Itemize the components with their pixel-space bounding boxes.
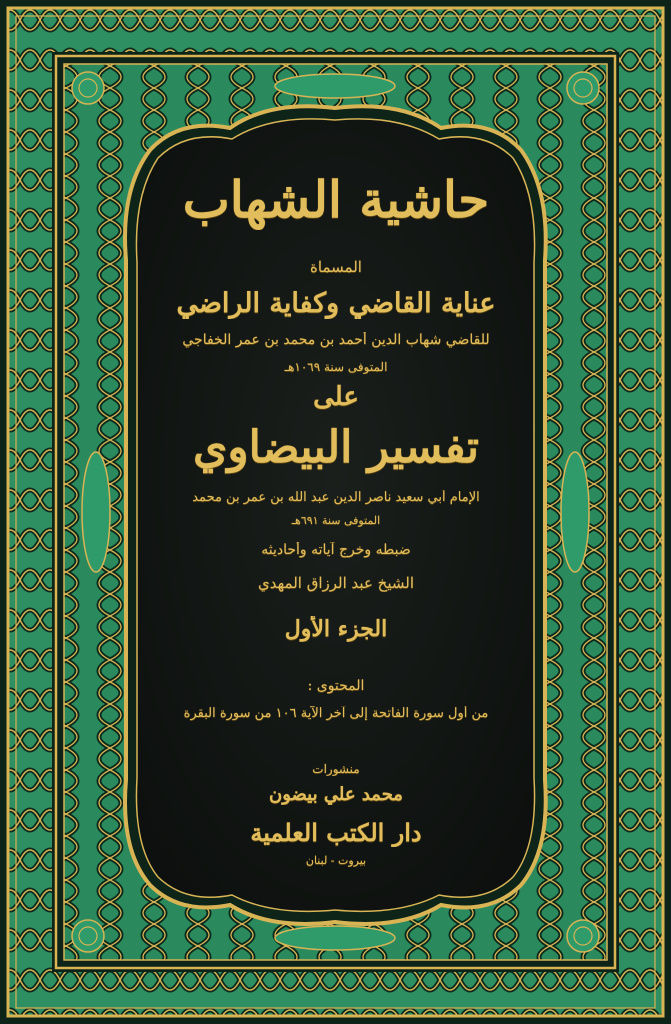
- contents-range: من أول سورة الفاتحة إلى آخر الآية ١٠٦ من سورة البقرة: [183, 706, 489, 721]
- publisher-city: بيروت - لبنان: [305, 854, 367, 867]
- contents-label: المحتوى :: [307, 678, 365, 694]
- editor-name: الشيخ عبد الرزاق المهدي: [258, 574, 414, 592]
- edited-by-line: ضبطه وخرج آياته وأحاديثه: [261, 542, 411, 558]
- publishing-house: دار الكتب العلمية: [250, 818, 422, 847]
- main-title: حاشية الشهاب: [182, 170, 490, 229]
- publisher-prefix: منشورات: [312, 762, 360, 776]
- named-label: المسماة: [310, 258, 362, 276]
- subtitle: عناية القاضي وكفاية الراضي: [176, 288, 496, 319]
- imam-line: الإمام أبي سعيد ناصر الدين عبد الله بن عمر بن محمد: [192, 490, 480, 505]
- imam-death-date: المتوفى سنة ٦٩١هـ: [291, 514, 381, 527]
- title-panel: [150, 150, 522, 880]
- tafsir-title: تفسير البيضاوي: [192, 422, 480, 473]
- volume-label: الجزء الأول: [284, 616, 388, 642]
- on-word: على: [313, 382, 359, 412]
- author-line: للقاضي شهاب الدين أحمد بن محمد بن عمر الخفاجي: [182, 332, 490, 348]
- publisher-name: محمد علي بيضون: [269, 784, 403, 805]
- author-death-date: المتوفى سنة ١٠٦٩هـ: [284, 360, 388, 374]
